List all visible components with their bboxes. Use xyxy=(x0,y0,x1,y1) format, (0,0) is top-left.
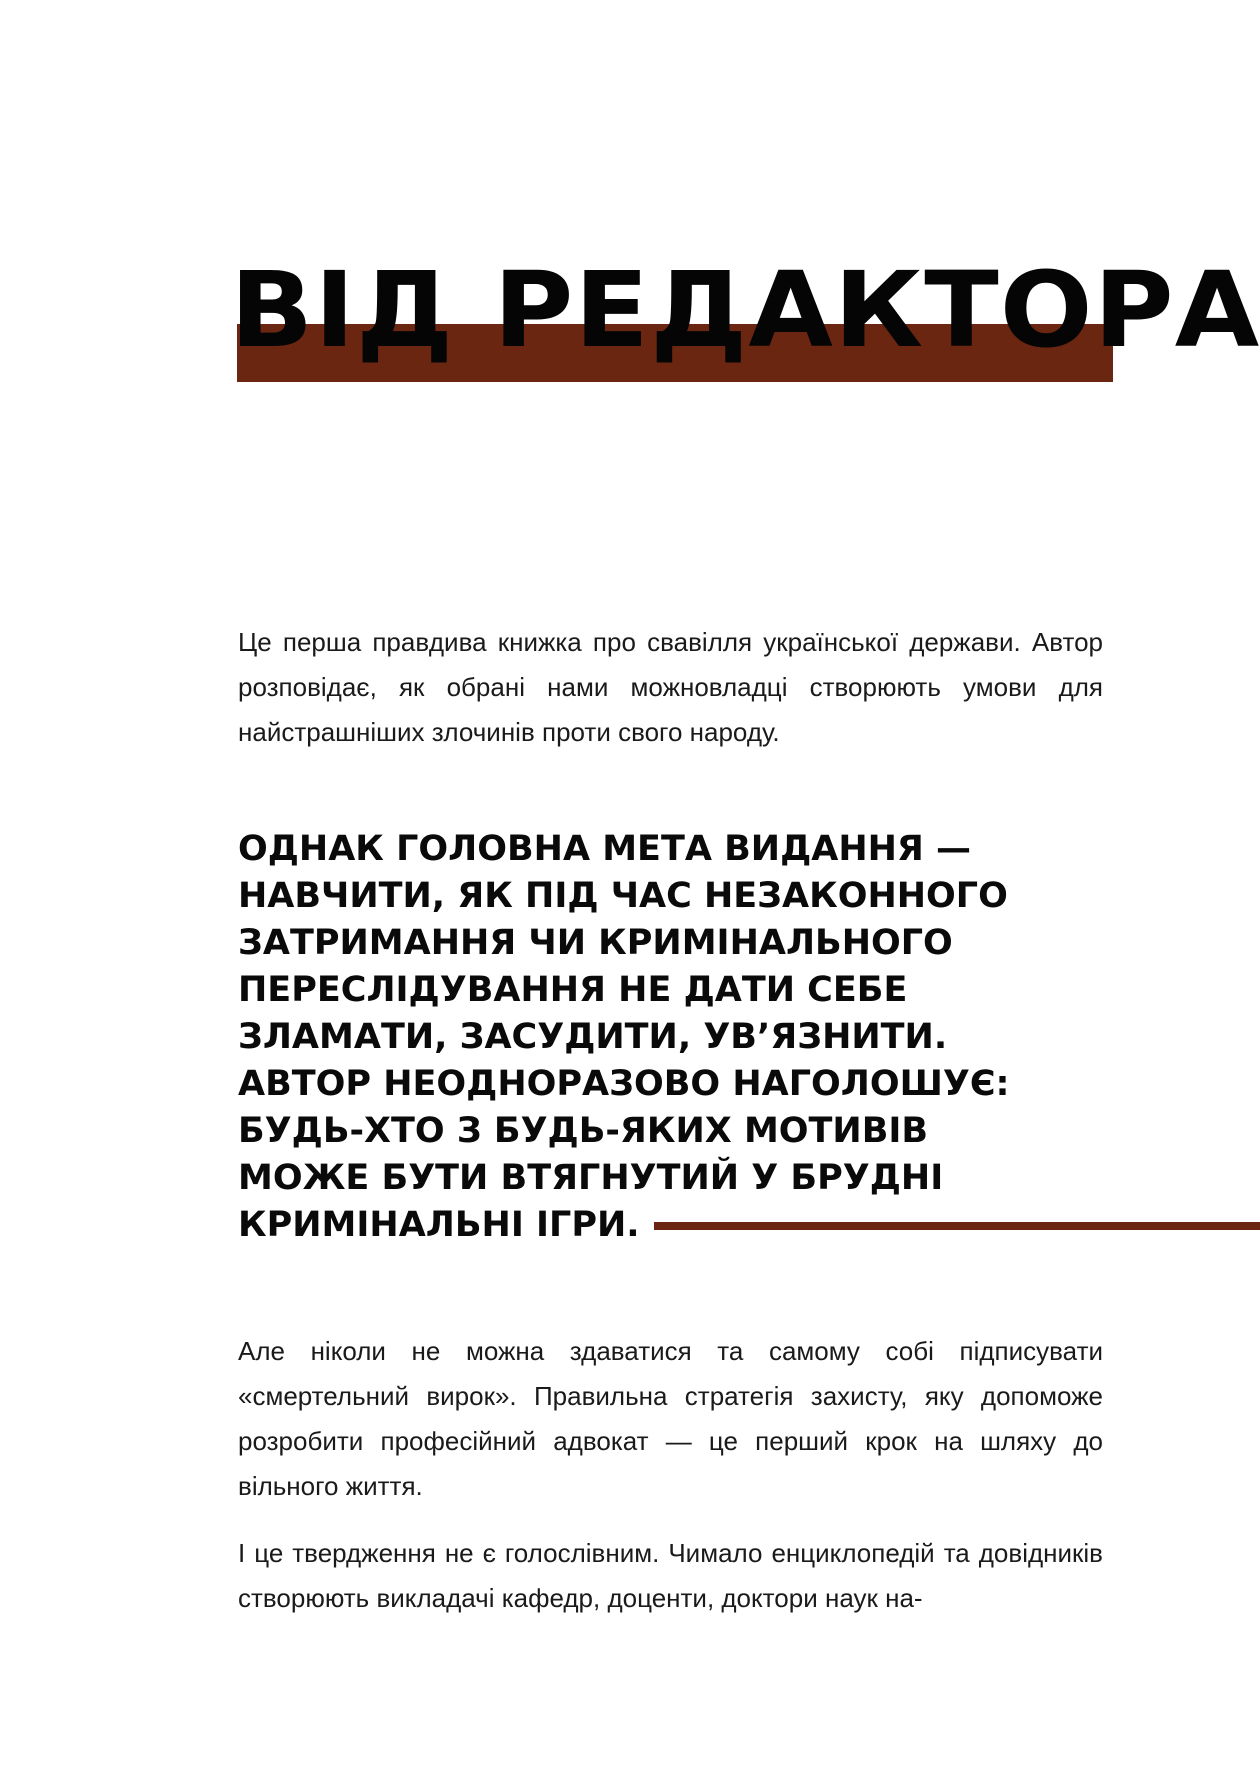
body-paragraph: Але ніколи не можна здаватися та самому собі підписувати «смертельний вирок». Правильна стратегія захисту, яку допоможе розробити професійний адвокат — це перший крок на шляху до вільного життя. xyxy=(238,1336,1103,1501)
page-title: ВІД РЕДАКТОРА xyxy=(230,249,1260,371)
pull-quote-line: МОЖЕ БУТИ ВТЯГНУТИЙ У БРУДНІ xyxy=(238,1158,944,1198)
pull-quote-line: БУДЬ-ХТО З БУДЬ-ЯКИХ МОТИВІВ xyxy=(238,1111,929,1151)
pull-quote-line: ОДНАК ГОЛОВНА МЕТА ВИДАННЯ — xyxy=(238,829,972,869)
pull-quote xyxy=(238,826,1138,1249)
pull-quote-line: КРИМІНАЛЬНІ ІГРИ. xyxy=(238,1205,640,1245)
body-paragraph: І це твердження не є голослівним. Чимало енциклопедій та довідників створюють викладачі кафедр, доценти, доктори наук на- xyxy=(238,1538,1103,1613)
pull-quote-line: НАВЧИТИ, ЯК ПІД ЧАС НЕЗАКОННОГО xyxy=(238,876,1008,916)
pull-quote-line: ЗАТРИМАННЯ ЧИ КРИМІНАЛЬНОГО xyxy=(238,923,953,963)
pull-quote-divider xyxy=(654,1222,1260,1230)
pull-quote-line: ЗЛАМАТИ, ЗАСУДИТИ, УВ’ЯЗНИТИ. xyxy=(238,1017,948,1057)
pull-quote-line: АВТОР НЕОДНОРАЗОВО НАГОЛОШУЄ: xyxy=(238,1064,1010,1104)
intro-section xyxy=(238,620,1103,755)
intro-paragraph: Це перша правдива книжка про свавілля української держави. Автор розповідає, як обрані нами можновладці створюють умови для найстрашніших злочинів проти свого народу. xyxy=(238,627,1103,747)
pull-quote-line: ПЕРЕСЛІДУВАННЯ НЕ ДАТИ СЕБЕ xyxy=(238,970,908,1010)
body-section xyxy=(238,1329,1103,1621)
